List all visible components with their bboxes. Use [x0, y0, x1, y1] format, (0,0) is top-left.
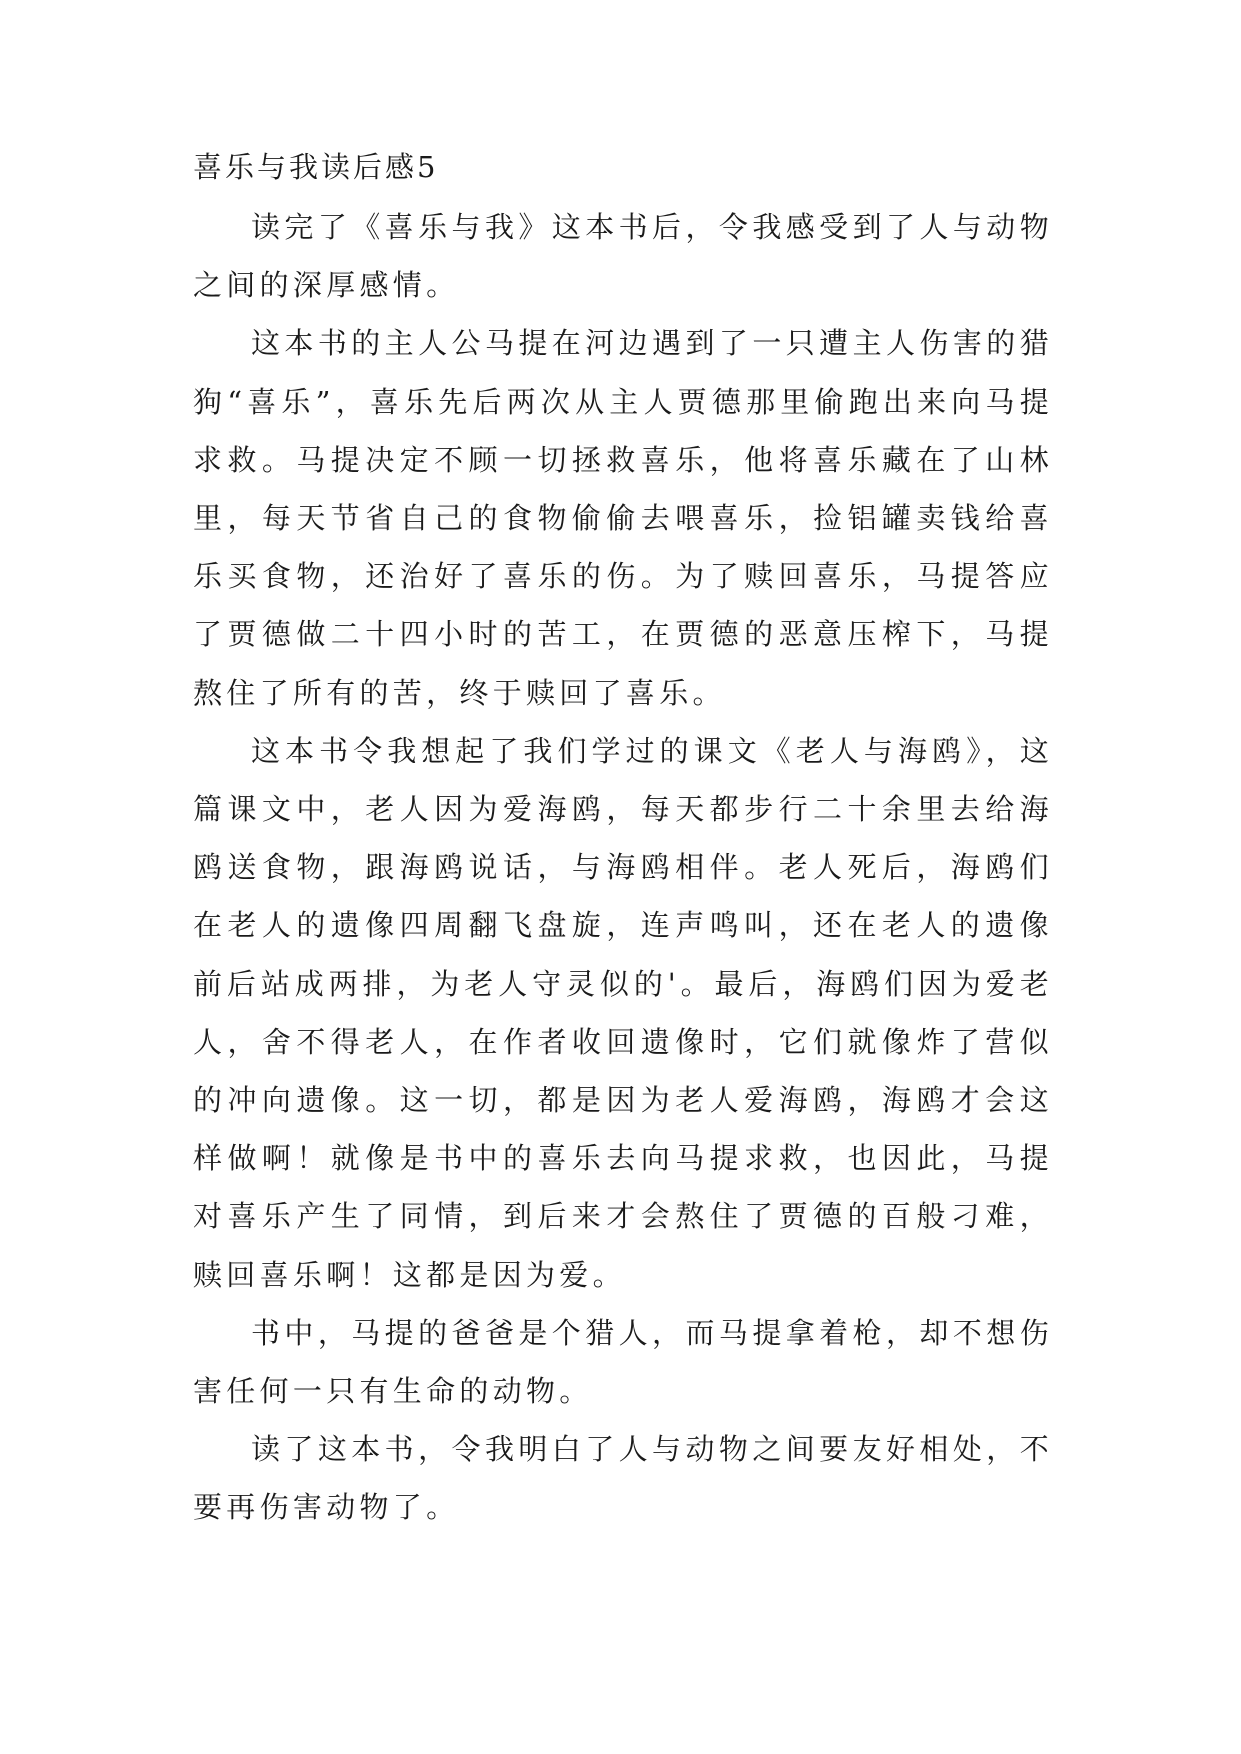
paragraph-conclusion: 读了这本书，令我明白了人与动物之间要友好相处，不要再伤害动物了。: [193, 1432, 1053, 1525]
document-page: [193, 150, 1053, 1537]
document-title: 喜乐与我读后感5: [193, 150, 439, 184]
paragraph-intro: 读完了《喜乐与我》这本书后，令我感受到了人与动物之间的深厚感情。: [193, 210, 1053, 303]
paragraph-father-hunter: 书中，马提的爸爸是个猎人，而马提拿着枪，却不想伤害任何一只有生命的动物。: [193, 1315, 1053, 1409]
paragraph-comparison: 这本书令我想起了我们学过的课文《老人与海鸥》，这篇课文中，老人因为爱海鸥，每天都步行二十余里去给海鸥送食物，跟海鸥说话，与海鸥相伴。老人死后，海鸥们在老人的遗像四周翻飞盘旋，连声鸣叫，还在老人的遗像前后站成两排，为老人守灵似的'。最后，海鸥们因为爱老人，舍不得老人，在作者收回遗像时，它们就像炸了营似的冲向遗像。这一切，都是因为老人爱海鸥，海鸥才会这样做啊！就像是书中的喜乐去向马提求救，也因此，马提对喜乐产生了同情，到后来才会熬住了贾德的百般刁难，赎回喜乐啊！这都是因为爱。: [193, 733, 1053, 1292]
paragraph-story-summary: 这本书的主人公马提在河边遇到了一只遭主人伤害的猎狗“喜乐”，喜乐先后两次从主人贾德那里偷跑出来向马提求救。马提决定不顾一切拯救喜乐，他将喜乐藏在了山林里，每天节省自己的食物偷偷去喂喜乐，捡铝罐卖钱给喜乐买食物，还治好了喜乐的伤。为了赎回喜乐，马提答应了贾德做二十四小时的苦工，在贾德的恶意压榨下，马提熬住了所有的苦，终于赎回了喜乐。: [193, 326, 1053, 710]
